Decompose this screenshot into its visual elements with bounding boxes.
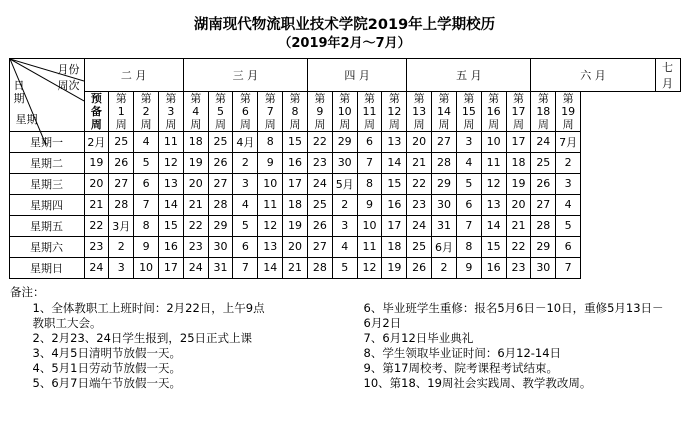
date-cell: 13 [158, 173, 183, 194]
date-cell: 3 [233, 173, 258, 194]
date-cell: 5月 [332, 173, 357, 194]
date-cell: 5 [134, 152, 159, 173]
note-line: 6、毕业班学生重修：报名5月6日－10日，重修5月13日－ [363, 300, 664, 315]
date-cell: 2月 [84, 131, 109, 152]
date-cell: 20 [183, 173, 208, 194]
week-number-line: 8 [291, 104, 299, 118]
notes-right-column [350, 301, 681, 391]
corner-week-label: 周次 [57, 78, 80, 92]
date-cell: 7 [357, 152, 382, 173]
date-cell: 23 [506, 257, 531, 278]
month-header-cell: 二 月 [84, 58, 183, 91]
week-number-cell [456, 91, 481, 131]
date-cell: 11 [158, 131, 183, 152]
date-cell: 17 [158, 257, 183, 278]
date-cell: 19 [84, 152, 109, 173]
date-cell: 17 [506, 131, 531, 152]
date-cell: 31 [432, 215, 457, 236]
notes-heading: 备注： [10, 284, 45, 299]
date-cell: 26 [208, 152, 233, 173]
table-row [9, 236, 680, 257]
date-cell: 21 [183, 194, 208, 215]
date-cell: 22 [407, 173, 432, 194]
date-cell: 30 [531, 257, 556, 278]
date-cell: 3月 [109, 215, 134, 236]
week-number-line: 5 [217, 104, 225, 118]
week-number-cell [307, 91, 332, 131]
date-cell: 14 [382, 152, 407, 173]
date-cell: 11 [258, 194, 283, 215]
date-cell: 11 [357, 236, 382, 257]
academic-calendar-table [9, 58, 681, 279]
date-cell: 19 [382, 257, 407, 278]
date-cell: 16 [283, 152, 308, 173]
week-number-line: 第 [289, 91, 301, 105]
note-line: 1、全体教职工上班时间：2月22日，上午9点 [32, 300, 265, 315]
date-cell: 10 [134, 257, 159, 278]
week-number-line: 第 [438, 91, 450, 105]
date-cell: 12 [258, 215, 283, 236]
date-cell: 24 [531, 131, 556, 152]
date-cell: 6 [357, 131, 382, 152]
date-cell: 7月 [556, 131, 581, 152]
week-number-line: 10 [337, 104, 352, 118]
date-cell: 4 [456, 152, 481, 173]
date-cell: 21 [84, 194, 109, 215]
date-cell: 4 [332, 236, 357, 257]
date-cell: 3 [456, 131, 481, 152]
date-cell: 19 [283, 215, 308, 236]
date-cell: 20 [84, 173, 109, 194]
weekday-row-label: 星期六 [9, 236, 84, 257]
month-header-row [9, 58, 680, 91]
date-cell: 27 [531, 194, 556, 215]
page-subtitle: （2019年2月～7月） [278, 36, 411, 52]
date-cell: 16 [382, 194, 407, 215]
week-number-cell [332, 91, 357, 131]
date-cell: 14 [258, 257, 283, 278]
date-cell: 13 [382, 131, 407, 152]
week-number-cell [506, 91, 531, 131]
date-cell: 18 [382, 236, 407, 257]
date-cell: 12 [481, 173, 506, 194]
week-number-line: 第 [165, 91, 177, 105]
week-number-line: 周 [537, 117, 549, 131]
week-number-line: 周 [562, 117, 574, 131]
date-cell: 2 [332, 194, 357, 215]
week-number-line: 周 [512, 117, 524, 131]
note-line: 5、6月7日端午节放假一天。 [32, 375, 181, 390]
note-line: 10、第18、19周社会实践周、教学教改周。 [363, 375, 592, 390]
week-number-line: 15 [461, 104, 476, 118]
date-cell: 12 [158, 152, 183, 173]
week-number-cell [283, 91, 308, 131]
weekday-row-label: 星期三 [9, 173, 84, 194]
date-cell: 29 [332, 131, 357, 152]
date-cell: 8 [456, 236, 481, 257]
date-cell: 2 [556, 152, 581, 173]
week-number-cell [233, 91, 258, 131]
date-cell: 30 [432, 194, 457, 215]
date-cell: 14 [158, 194, 183, 215]
week-number-line: 19 [561, 104, 576, 118]
date-cell: 7 [456, 215, 481, 236]
month-header-cell: 四 月 [307, 58, 406, 91]
week-number-line: 第 [413, 91, 425, 105]
date-cell: 11 [481, 152, 506, 173]
date-cell: 26 [109, 152, 134, 173]
date-cell: 3 [556, 173, 581, 194]
week-number-line: 周 [165, 117, 177, 131]
date-cell: 31 [208, 257, 233, 278]
date-cell: 23 [84, 236, 109, 257]
note-line: 6月2日 [363, 315, 402, 330]
week-number-line: 第 [264, 91, 276, 105]
weekday-row-label: 星期一 [9, 131, 84, 152]
date-cell: 6 [456, 194, 481, 215]
weekday-row-label: 星期二 [9, 152, 84, 173]
week-number-cell [183, 91, 208, 131]
week-number-cell [84, 91, 109, 131]
week-number-line: 周 [364, 117, 376, 131]
week-number-line: 周 [388, 117, 400, 131]
date-cell: 4 [134, 131, 159, 152]
week-number-cell [481, 91, 506, 131]
week-number-cell [432, 91, 457, 131]
week-number-cell [109, 91, 134, 131]
date-cell: 16 [158, 236, 183, 257]
page-title: 湖南现代物流职业技术学院2019年上学期校历 [193, 17, 496, 33]
note-line: 教职工大会。 [32, 315, 102, 330]
date-cell: 26 [407, 257, 432, 278]
week-number-line: 第 [190, 91, 202, 105]
date-cell: 27 [432, 131, 457, 152]
date-cell: 9 [134, 236, 159, 257]
week-number-line: 备 [90, 104, 102, 118]
date-cell: 22 [307, 131, 332, 152]
date-cell: 7 [556, 257, 581, 278]
week-number-line: 第 [239, 91, 251, 105]
week-number-line: 6 [241, 104, 249, 118]
date-cell: 6 [556, 236, 581, 257]
date-cell: 29 [432, 173, 457, 194]
date-cell: 20 [506, 194, 531, 215]
week-number-line: 13 [412, 104, 427, 118]
week-number-line: 周 [90, 117, 102, 131]
week-number-line: 2 [142, 104, 150, 118]
date-cell: 22 [84, 215, 109, 236]
date-cell: 29 [531, 236, 556, 257]
date-cell: 25 [407, 236, 432, 257]
note-line: 4、5月1日劳动节放假一天。 [32, 360, 181, 375]
date-cell: 28 [307, 257, 332, 278]
notes-section [8, 285, 681, 391]
date-cell: 6月 [432, 236, 457, 257]
corner-month-label: 月份 [57, 62, 80, 76]
date-cell: 23 [307, 152, 332, 173]
week-number-line: 周 [140, 117, 152, 131]
week-number-line: 第 [314, 91, 326, 105]
date-cell: 14 [481, 215, 506, 236]
month-header-cell: 五 月 [407, 58, 531, 91]
weekday-row-label: 星期日 [9, 257, 84, 278]
date-cell: 24 [183, 257, 208, 278]
date-cell: 3 [332, 215, 357, 236]
month-header-cell: 六 月 [531, 58, 655, 91]
week-number-line: 16 [486, 104, 501, 118]
week-number-line: 7 [266, 104, 274, 118]
table-row [9, 131, 680, 152]
date-cell: 26 [307, 215, 332, 236]
week-number-cell [556, 91, 581, 131]
date-cell: 30 [208, 236, 233, 257]
date-cell: 19 [506, 173, 531, 194]
date-cell: 23 [407, 194, 432, 215]
date-cell: 25 [109, 131, 134, 152]
week-number-row [9, 91, 680, 131]
corner-date-label [14, 79, 25, 105]
week-number-cell [208, 91, 233, 131]
date-cell: 15 [382, 173, 407, 194]
notes-left-column [9, 301, 350, 391]
date-cell: 25 [307, 194, 332, 215]
date-cell: 6 [134, 173, 159, 194]
date-cell: 5 [233, 215, 258, 236]
week-number-line: 周 [488, 117, 500, 131]
date-cell: 13 [258, 236, 283, 257]
week-number-cell [134, 91, 159, 131]
week-number-cell [407, 91, 432, 131]
week-number-line: 14 [437, 104, 451, 118]
week-number-line: 第 [115, 91, 127, 105]
date-cell: 8 [258, 131, 283, 152]
note-line: 8、学生领取毕业证时间：6月12-14日 [363, 345, 562, 360]
date-cell: 28 [432, 152, 457, 173]
date-cell: 28 [109, 194, 134, 215]
date-cell: 10 [357, 215, 382, 236]
week-number-line: 周 [339, 117, 351, 131]
weekday-row-label: 星期五 [9, 215, 84, 236]
date-cell: 22 [506, 236, 531, 257]
date-cell: 4月 [233, 131, 258, 152]
date-cell: 18 [506, 152, 531, 173]
date-cell: 9 [456, 257, 481, 278]
note-line: 3、4月5日清明节放假一天。 [32, 345, 181, 360]
table-row [9, 152, 680, 173]
note-line: 2、2月23、24日学生报到，25日正式上课 [32, 330, 253, 345]
date-cell: 16 [481, 257, 506, 278]
week-number-line: 预 [90, 91, 102, 105]
date-cell: 15 [158, 215, 183, 236]
week-number-line: 第 [140, 91, 152, 105]
date-cell: 5 [556, 215, 581, 236]
week-number-line: 1 [117, 104, 125, 118]
date-cell: 17 [283, 173, 308, 194]
month-header-cell: 三 月 [183, 58, 307, 91]
week-number-line: 第 [339, 91, 351, 105]
note-line: 9、第17周校考、院考课程考试结束。 [363, 360, 558, 375]
date-cell: 24 [84, 257, 109, 278]
date-cell: 20 [407, 131, 432, 152]
date-cell: 22 [183, 215, 208, 236]
week-number-line: 第 [537, 91, 549, 105]
date-cell: 30 [332, 152, 357, 173]
week-number-line: 3 [167, 104, 175, 118]
week-number-line: 周 [463, 117, 475, 131]
week-number-line: 第 [364, 91, 376, 105]
corner-date-char-1: 日 [13, 78, 25, 92]
date-cell: 2 [109, 236, 134, 257]
date-cell: 21 [506, 215, 531, 236]
date-cell: 27 [109, 173, 134, 194]
date-cell: 29 [208, 215, 233, 236]
week-number-line: 11 [362, 104, 377, 118]
week-number-line: 第 [562, 91, 574, 105]
corner-weekday-label: 星期 [15, 112, 38, 126]
date-cell: 23 [183, 236, 208, 257]
date-cell: 24 [407, 215, 432, 236]
week-number-line: 周 [289, 117, 301, 131]
week-number-line: 第 [463, 91, 475, 105]
month-header-cell: 七 月 [655, 58, 680, 91]
week-number-line: 第 [215, 91, 227, 105]
date-cell: 8 [134, 215, 159, 236]
table-row [9, 194, 680, 215]
week-number-line: 周 [413, 117, 425, 131]
week-number-cell [357, 91, 382, 131]
week-number-line: 周 [239, 117, 251, 131]
date-cell: 9 [357, 194, 382, 215]
date-cell: 20 [283, 236, 308, 257]
date-cell: 5 [332, 257, 357, 278]
week-number-line: 周 [264, 117, 276, 131]
date-cell: 26 [531, 173, 556, 194]
date-cell: 27 [208, 173, 233, 194]
date-cell: 4 [233, 194, 258, 215]
note-line: 7、6月12日毕业典礼 [363, 330, 474, 345]
week-number-line: 12 [387, 104, 402, 118]
week-number-line: 周 [438, 117, 450, 131]
table-row [9, 173, 680, 194]
date-cell: 5 [456, 173, 481, 194]
date-cell: 25 [208, 131, 233, 152]
date-cell: 28 [531, 215, 556, 236]
date-cell: 15 [481, 236, 506, 257]
date-cell: 15 [283, 131, 308, 152]
week-number-line: 18 [536, 104, 551, 118]
week-number-line: 第 [388, 91, 400, 105]
week-number-line: 第 [512, 91, 524, 105]
date-cell: 7 [134, 194, 159, 215]
week-number-line: 周 [115, 117, 127, 131]
date-cell: 8 [357, 173, 382, 194]
date-cell: 13 [481, 194, 506, 215]
date-cell: 9 [258, 152, 283, 173]
date-cell: 19 [183, 152, 208, 173]
week-number-line: 周 [215, 117, 227, 131]
date-cell: 12 [357, 257, 382, 278]
table-row [9, 215, 680, 236]
date-cell: 25 [531, 152, 556, 173]
week-number-line: 周 [190, 117, 202, 131]
week-number-line: 4 [192, 104, 200, 118]
date-cell: 10 [481, 131, 506, 152]
week-number-cell [158, 91, 183, 131]
week-number-cell [258, 91, 283, 131]
date-cell: 24 [307, 173, 332, 194]
date-cell: 18 [283, 194, 308, 215]
week-number-line: 9 [316, 104, 324, 118]
date-cell: 3 [109, 257, 134, 278]
date-cell: 27 [307, 236, 332, 257]
table-corner-header [9, 58, 84, 131]
week-number-line: 周 [314, 117, 326, 131]
week-number-line: 17 [511, 104, 526, 118]
corner-date-char-2: 期 [13, 91, 25, 105]
date-cell: 2 [432, 257, 457, 278]
week-number-line: 第 [488, 91, 500, 105]
date-cell: 18 [183, 131, 208, 152]
week-number-cell [382, 91, 407, 131]
weekday-row-label: 星期四 [9, 194, 84, 215]
date-cell: 21 [283, 257, 308, 278]
date-cell: 4 [556, 194, 581, 215]
date-cell: 2 [233, 152, 258, 173]
date-cell: 10 [258, 173, 283, 194]
table-row [9, 257, 680, 278]
date-cell: 6 [233, 236, 258, 257]
date-cell: 21 [407, 152, 432, 173]
date-cell: 28 [208, 194, 233, 215]
week-number-cell [531, 91, 556, 131]
date-cell: 7 [233, 257, 258, 278]
date-cell: 17 [382, 215, 407, 236]
